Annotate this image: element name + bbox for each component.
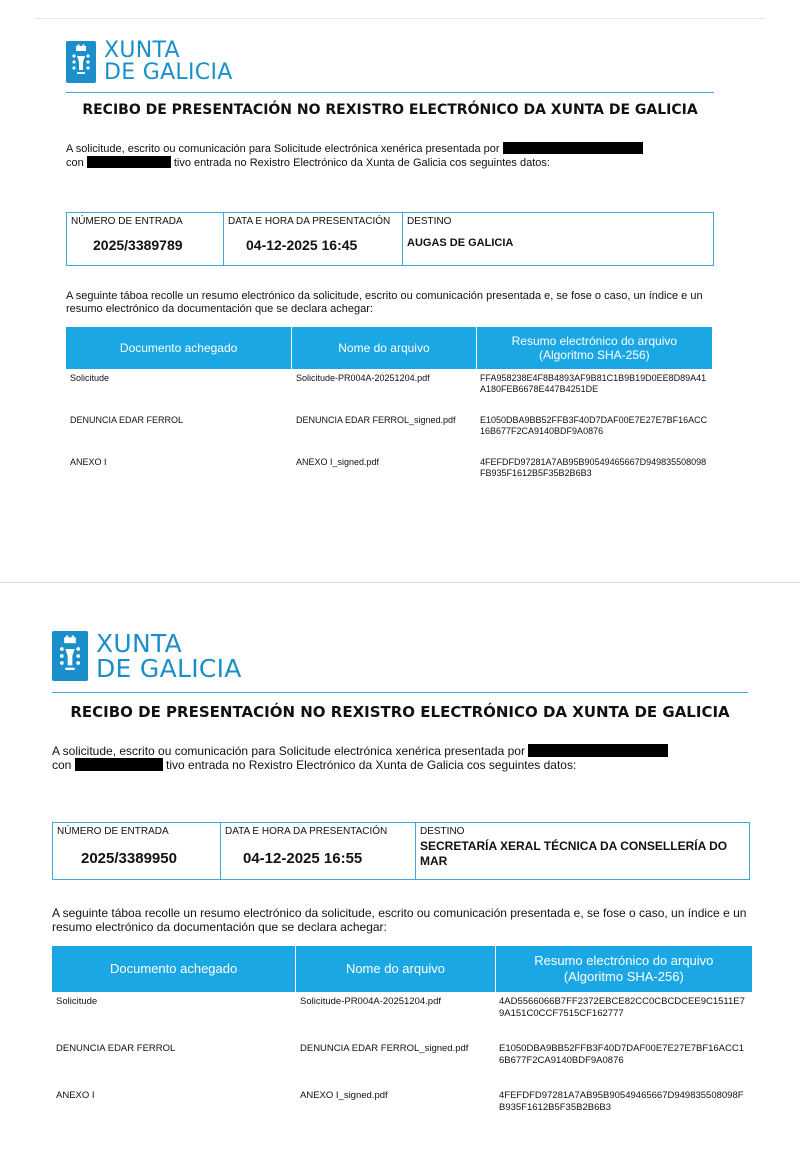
- table-header: [52, 946, 752, 992]
- intro-part-2: con: [66, 157, 84, 170]
- entry-number-value: 2025/3389950: [81, 850, 177, 867]
- logo-line-2: DE GALICIA: [96, 654, 242, 683]
- header-document: Documento achegado: [66, 327, 292, 369]
- cell-document: Solicitude: [70, 373, 110, 383]
- table-row: [66, 369, 712, 411]
- submission-date-value: 04-12-2025 16:45: [246, 237, 358, 253]
- documents-table: [52, 946, 752, 1133]
- destination-label: DESTINO: [420, 826, 465, 837]
- table-row: [52, 1086, 752, 1133]
- header-rule: [52, 692, 748, 693]
- documents-table: [66, 327, 712, 495]
- submission-date-cell: [221, 823, 416, 879]
- redaction-bar: [75, 758, 163, 771]
- receipt-title: RECIBO DE PRESENTACIÓN NO REXISTRO ELECTRÓNICO DA XUNTA DE GALICIA: [70, 703, 730, 721]
- cell-document: ANEXO I: [56, 1090, 95, 1101]
- destination-cell: [416, 823, 749, 879]
- table-row: [66, 411, 712, 453]
- cell-filename: ANEXO I_signed.pdf: [300, 1090, 388, 1101]
- header-rule: [66, 92, 714, 93]
- cell-hash: E1050DBA9BB52FFB3F40D7DAF00E7E27E7BF16ACC16B677F2CA9140BDF9A0876: [499, 1043, 745, 1066]
- summary-text: A seguinte táboa recolle un resumo electrónico da solicitude, escrito ou comunicación presentada e, se fose o caso, un índice e un resumo electrónico da documentación que se declara achegar:: [52, 906, 747, 935]
- intro-part-1: A solicitude, escrito ou comunicación para Solicitude electrónica xenérica presentada por: [66, 143, 500, 155]
- header-filename: Nome do arquivo: [296, 946, 495, 992]
- logo-line-1: XUNTA: [96, 629, 183, 658]
- intro-part-3: tivo entrada no Rexistro Electrónico da Xunta de Galicia cos seguintes datos:: [173, 157, 550, 170]
- destination-label: DESTINO: [407, 216, 452, 227]
- header-filename: Nome do arquivo: [292, 327, 476, 369]
- galicia-shield-icon: [66, 41, 96, 83]
- entry-details-box: [52, 822, 750, 880]
- cell-hash: 4FEFDFD97281A7AB95B90549465667D949835508098FB935F1612B5F35B2B6B3: [499, 1090, 744, 1113]
- cell-hash: FFA958238E4F8B4893AF9B81C1B9B19D0EE8D89A41A180FEB6678E447B4251DE: [480, 373, 707, 395]
- cell-filename: Solicitude-PR004A-20251204.pdf: [296, 373, 430, 383]
- submission-date-cell: [224, 213, 403, 265]
- destination-value: AUGAS DE GALICIA: [407, 237, 514, 249]
- entry-details-box: [66, 212, 714, 266]
- cell-hash: E1050DBA9BB52FFB3F40D7DAF00E7E27E7BF16ACC16B677F2CA9140BDF9A0876: [480, 415, 708, 437]
- redaction-bar: [503, 142, 643, 154]
- table-row: [66, 453, 712, 495]
- redaction-bar: [87, 156, 171, 168]
- xunta-logo: [66, 40, 233, 84]
- submission-date-label: DATA E HORA DA PRESENTACIÓN: [228, 216, 391, 227]
- intro-part-1: A solicitude, escrito ou comunicación para Solicitude electrónica xenérica presentada por: [52, 744, 525, 758]
- table-row: [52, 992, 752, 1039]
- entry-number-value: 2025/3389789: [93, 237, 183, 253]
- cell-hash: 4FEFDFD97281A7AB95B90549465667D949835508098FB935F1612B5F35B2B6B3: [480, 457, 707, 479]
- cell-filename: ANEXO I_signed.pdf: [296, 457, 380, 467]
- header-hash: Resumo electrónico do arquivo (Algoritmo SHA-256): [534, 953, 714, 984]
- redaction-bar: [528, 744, 668, 757]
- cell-document: Solicitude: [56, 996, 98, 1007]
- cell-document: DENUNCIA EDAR FERROL: [56, 1043, 176, 1054]
- header-document: Documento achegado: [52, 946, 296, 992]
- entry-number-cell: [53, 823, 221, 879]
- galicia-shield-icon: [52, 631, 88, 681]
- cell-document: ANEXO I: [70, 457, 107, 467]
- submission-date-value: 04-12-2025 16:55: [243, 850, 363, 867]
- receipt-title: RECIBO DE PRESENTACIÓN NO REXISTRO ELECTRÓNICO DA XUNTA DE GALICIA: [82, 102, 698, 118]
- cell-document: DENUNCIA EDAR FERROL: [70, 415, 184, 425]
- entry-number-label: NÚMERO DE ENTRADA: [57, 826, 169, 837]
- cell-filename: Solicitude-PR004A-20251204.pdf: [300, 996, 442, 1007]
- cell-filename: DENUNCIA EDAR FERROL_signed.pdf: [296, 415, 456, 425]
- intro-part-2: con: [52, 758, 72, 773]
- logo-wordmark: [96, 631, 242, 681]
- submission-date-label: DATA E HORA DA PRESENTACIÓN: [225, 826, 388, 837]
- logo-line-1: XUNTA: [104, 38, 180, 63]
- table-row: [52, 1039, 752, 1086]
- logo-wordmark: [104, 40, 233, 84]
- xunta-logo: [52, 631, 242, 681]
- receipt-page-2: [0, 583, 800, 1164]
- logo-line-2: DE GALICIA: [104, 60, 233, 85]
- intro-part-3: tivo entrada no Rexistro Electrónico da Xunta de Galicia cos seguintes datos:: [166, 758, 577, 773]
- entry-number-label: NÚMERO DE ENTRADA: [71, 216, 183, 227]
- cell-hash: 4AD5566066B7FF2372EBCE82CC0CBCDCEE9C1511E79A151C0CCF7515CF162777: [499, 996, 745, 1019]
- entry-number-cell: [67, 213, 224, 265]
- destination-value: SECRETARÍA XERAL TÉCNICA DA CONSELLERÍA DO MAR: [420, 839, 728, 868]
- receipt-page-1: [0, 0, 800, 580]
- intro-text: [66, 142, 726, 170]
- intro-text: [52, 744, 752, 773]
- header-hash: Resumo electrónico do arquivo (Algoritmo SHA-256): [511, 333, 678, 362]
- summary-text: A seguinte táboa recolle un resumo electrónico da solicitude, escrito ou comunicación presentada e, se fose o caso, un índice e un resumo electrónico da documentación que se declara achegar:: [66, 290, 703, 316]
- cell-filename: DENUNCIA EDAR FERROL_signed.pdf: [300, 1043, 469, 1054]
- table-header: [66, 327, 712, 369]
- destination-cell: [403, 213, 713, 265]
